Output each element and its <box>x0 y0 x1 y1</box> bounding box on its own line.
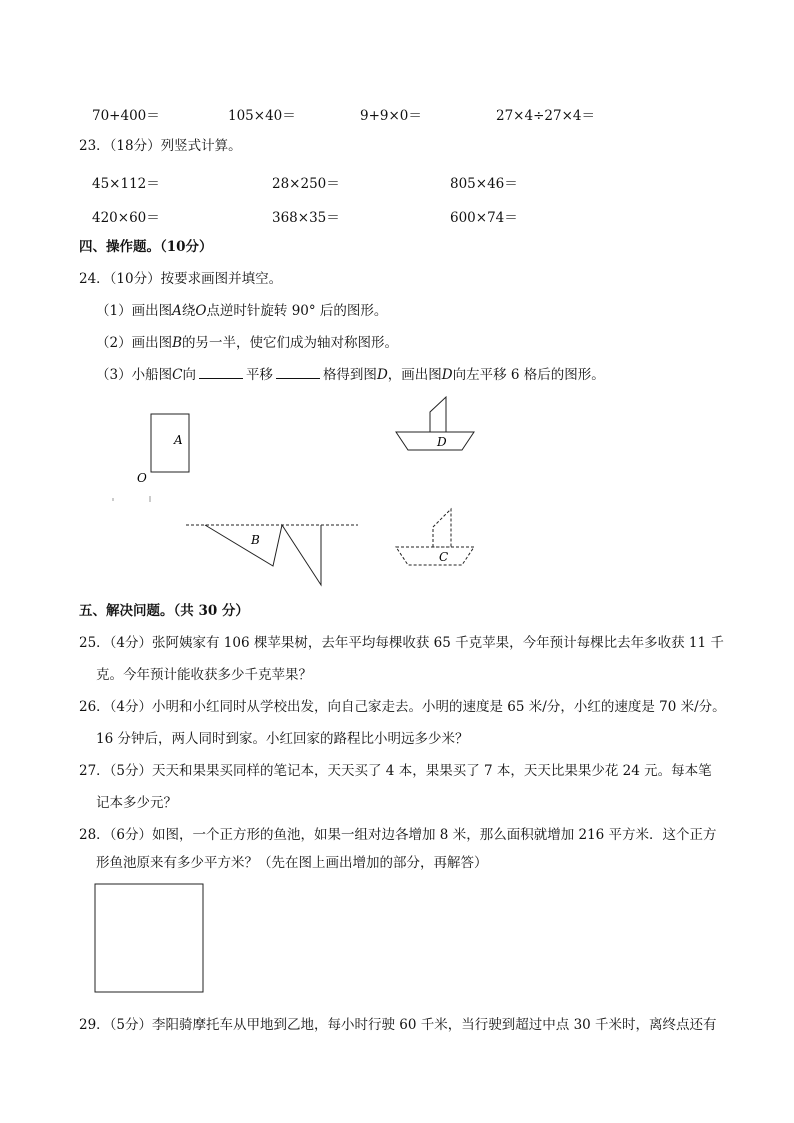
figure-a-rectangle <box>151 414 189 472</box>
figure-c-label: C <box>439 550 449 564</box>
question-25-line-2: 克。今年预计能收获多少千克苹果？ <box>96 667 312 683</box>
figure-b-half <box>205 525 321 585</box>
section-4-heading: 四、操作题。（10分） <box>79 239 213 255</box>
question-24-item-2: （2）画出图B的另一半，使它们成为轴对称图形。 <box>96 335 399 351</box>
calc-item: 28×250＝ <box>272 176 340 192</box>
question-27-line-2: 记本多少元？ <box>96 795 177 811</box>
boat-d-sail <box>430 397 446 432</box>
question-26-line-2: 16 分钟后，两人同时到家。小红回家的路程比小明远多少米？ <box>96 731 469 747</box>
question-24-item-1: （1）画出图A绕O点逆时针旋转 90° 后的图形。 <box>96 303 388 319</box>
calc-item: 27×4÷27×4＝ <box>496 108 595 124</box>
calc-item: 600×74＝ <box>450 210 518 226</box>
calc-item: 45×112＝ <box>92 176 160 192</box>
boat-c-sail <box>433 509 451 547</box>
question-23-heading: 23．（18分）列竖式计算。 <box>79 138 242 154</box>
question-28-line-1: 28．（6分）如图，一个正方形的鱼池，如果一组对边各增加 8 米，那么面积就增加 216 平方米．这个正方 <box>79 827 717 843</box>
section-5-heading: 五、解决问题。（共 30 分） <box>79 603 249 619</box>
point-o-label: O <box>137 471 147 485</box>
question-26-line-1: 26．（4分）小明和小红同时从学校出发，向自己家走去。小明的速度是 65 米/分，小红的速度是 70 米/分。 <box>79 699 726 715</box>
fish-pond-square <box>95 884 203 992</box>
question-29-line-1: 29．（5分）李阳骑摩托车从甲地到乙地，每小时行驶 60 千米，当行驶到超过中点 30 千米时，离终点还有 <box>79 1017 717 1033</box>
figure-d-label: D <box>437 435 447 449</box>
question-24-item-3: （3）小船图C向 平移 格得到图D，画出图D向左平移 6 格后的图形。 <box>96 367 605 383</box>
calc-item: 105×40＝ <box>228 108 296 124</box>
boat-c-hull <box>396 547 474 565</box>
question-24-heading: 24．（10分）按要求画图并填空。 <box>79 271 283 287</box>
question-27-line-1: 27．（5分）天天和果果买同样的笔记本，天天买了 4 本，果果买了 7 本，天天比果果少花 24 元。每本笔 <box>79 763 712 779</box>
calc-item: 805×46＝ <box>450 176 518 192</box>
calc-item: 70+400＝ <box>92 108 160 124</box>
figure-a-label: A <box>174 433 183 447</box>
calc-item: 9+9×0＝ <box>360 108 422 124</box>
figure-b-label: B <box>251 533 260 547</box>
calc-item: 368×35＝ <box>272 210 340 226</box>
question-25-line-1: 25．（4分）张阿姨家有 106 棵苹果树，去年平均每棵收获 65 千克苹果，今年预计每棵比去年多收获 11 千 <box>79 635 724 651</box>
calc-item: 420×60＝ <box>92 210 160 226</box>
question-28-line-2: 形鱼池原来有多少平方米？（先在图上画出增加的部分，再解答） <box>96 855 488 871</box>
boat-d-hull <box>396 432 474 450</box>
